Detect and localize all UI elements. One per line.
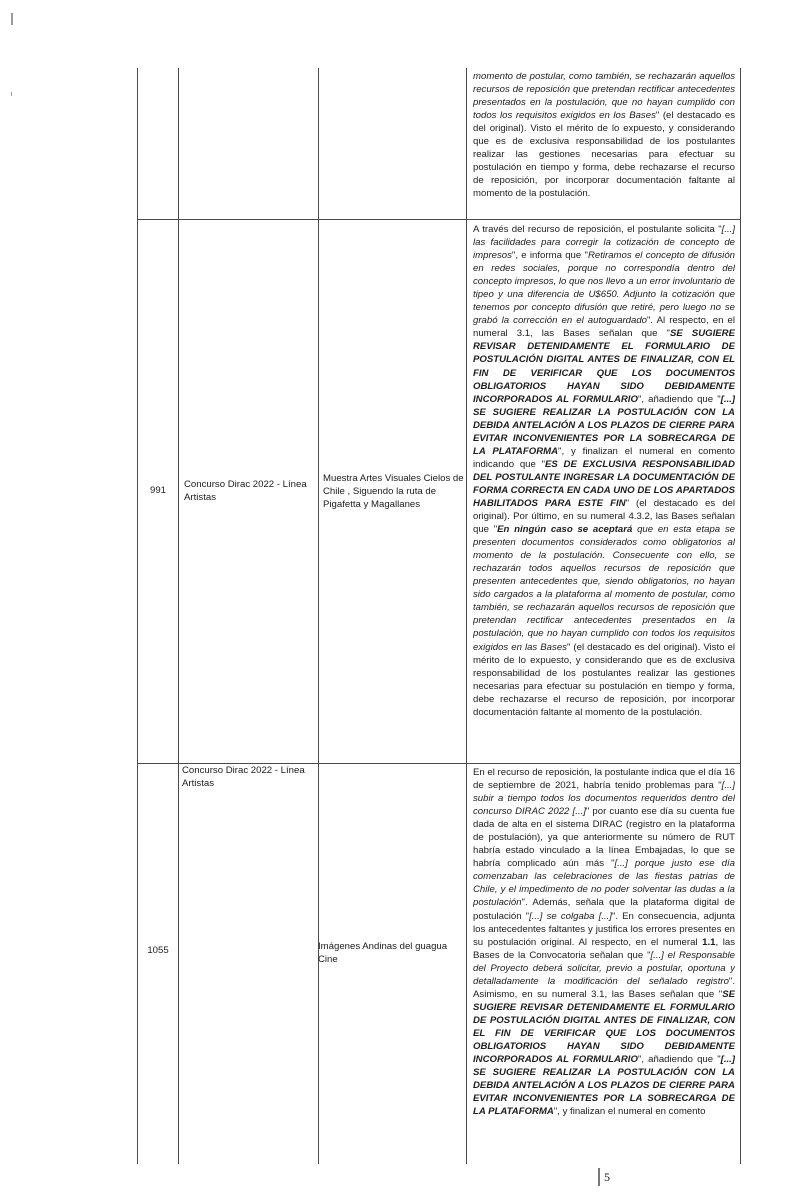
- table-column-divider-2: [318, 68, 319, 1164]
- row-proyecto: Imágenes Andinas del guagua Cine: [318, 941, 448, 966]
- table-column-divider-1: [178, 68, 179, 1164]
- row-number: 991: [149, 485, 166, 496]
- page-number-bar: [598, 1168, 600, 1186]
- description-text: momento de postular, como también, se rechazarán aquellos recursos de reposición que pretendan rectificar antecedentes presentados en la postulación, que no hayan cumplido con todos los requisitos exigidos en los Bases" (el destacado es del original). Visto el mérito de lo expuesto, y considerando que es de exclusiva responsabilidad de los postulantes realizar las gestiones necesarias para efectuar su postulación en tiempo y forma, debe rechazarse el recurso de reposición, por incorporar documentación faltante al momento de la postulación.: [473, 71, 735, 200]
- row-description: [473, 766, 735, 1164]
- scan-mark: [11, 13, 13, 25]
- row-concurso: Concurso Dirac 2022 - Línea Artistas: [184, 479, 307, 504]
- row-number: 1055: [147, 945, 169, 956]
- description-text: En el recurso de reposición, la postulante indica que el día 16 de septiembre de 2021, habría tenido problemas para "[...] subir a tiempo todos los documentos requeridos dentro del concurso DIRAC 2022 [...]" por cuanto ese día su cuenta fue dada de alta en el sistema DIRAC (registro en la plataforma de postulación), ya que anteriormente su número de RUT habría estado vinculado a la línea Embajadas, lo que se habría complicado aún más "[...] porque justo ese día comenzaban las celebraciones de las fiestas patrias de Chile, y el impedimento de no poder solventar las dudas a la postulación". Además, señala que la plataforma digital de postulación "[...] se colgaba [...]". En consecuencia, adjunta los antecedentes faltantes y justifica los errores presentes en su postulación original. Al respecto, en el numeral 1.1, las Bases de la Convocatoria señalan que "[...] el Responsable del Proyecto deberá solicitar, previo a postular, oportuna y detalladamente la modificación del señalado registro". Asimismo, en su numeral 3.1, las Bases señalan que "SE SUGIERE REVISAR DETENIDAMENTE EL FORMULARIO DE POSTULACIÓN DIGITAL ANTES DE FINALIZAR, CON EL FIN DE VERIFICAR QUE LOS DOCUMENTOS OBLIGATORIOS HAYAN SIDO DEBIDAMENTE INCORPORADOS AL FORMULARIO", añadiendo que "[...] SE SUGIERE REALIZAR LA POSTULACIÓN CON LA DEBIDA ANTELACIÓN A LOS PLAZOS DE CIERRE PARA EVITAR INCONVENIENTES POR LA SOBRECARGA DE LA PLATAFORMA", y finalizan el numeral en comento: [473, 767, 735, 1118]
- row-description-continued: [473, 70, 735, 220]
- row-description: [473, 223, 735, 763]
- table-border-left: [137, 68, 138, 1164]
- description-text: A través del recurso de reposición, el postulante solicita "[...] las facilidades para corregir la cotización de concepto de impresos", e informa que "Retiramos el concepto de difusión en redes sociales, porque no correspondía dentro del concepto impresos, lo que nos llevo a un error involuntario de tipeo y una diferencia de U$650. Adjunto la cotización que tenemos por concepto difusión que retiré, pero luego no se grabó la corrección en el autoguardado". Al respecto, en el numeral 3.1, las Bases señalan que "SE SUGIERE REVISAR DETENIDAMENTE EL FORMULARIO DE POSTULACIÓN DIGITAL ANTES DE FINALIZAR, CON EL FIN DE VERIFICAR QUE LOS DOCUMENTOS OBLIGATORIOS HAYAN SIDO DEBIDAMENTE INCORPORADOS AL FORMULARIO", añadiendo que "[...] SE SUGIERE REALIZAR LA POSTULACIÓN CON LA DEBIDA ANTELACIÓN A LOS PLAZOS DE CIERRE PARA EVITAR INCONVENIENTES POR LA SOBRECARGA DE LA PLATAFORMA", y finalizan el numeral en comento indicando que "ES DE EXCLUSIVA RESPONSABILIDAD DEL POSTULANTE INGRESAR LA DOCUMENTACIÓN DE FORMA CORRECTA EN CADA UNO DE LOS APARTADOS HABILITADOS PARA ESTE FIN" (el destacado es del original). Por último, en su numeral 4.3.2, las Bases señalan que "En ningún caso se aceptará que en esta etapa se presenten documentos considerados como obligatorios al momento de la postulación. Consecuente con ello, se rechazarán todos aquellos recursos de reposición que presenten antecedentes que, siendo obligatorios, no hayan sido cargados a la plataforma al momento de postular, como también, se rechazarán aquellos recursos de reposición que pretendan rectificar antecedentes presentados en la postulación, que no hayan cumplido con todos los requisitos exigidos en las Bases" (el destacado es del original). Visto el mérito de lo expuesto, y considerando que es de exclusiva responsabilidad de los postulantes realizar las gestiones necesarias para efectuar su postulación en tiempo y forma, debe rechazarse el recurso de reposición, por incorporar documentación faltante al momento de la postulación.: [473, 224, 735, 718]
- table-border-right: [740, 68, 741, 1164]
- row-proyecto: Muestra Artes Visuales Cielos de Chile , Siguendo la ruta de Pigafetta y Magallanes: [323, 473, 464, 511]
- page-number: 5: [604, 1170, 610, 1184]
- scan-mark: [11, 92, 12, 96]
- table-column-divider-3: [466, 68, 467, 1164]
- row-concurso: Concurso Dirac 2022 - Línea Artistas: [182, 765, 305, 790]
